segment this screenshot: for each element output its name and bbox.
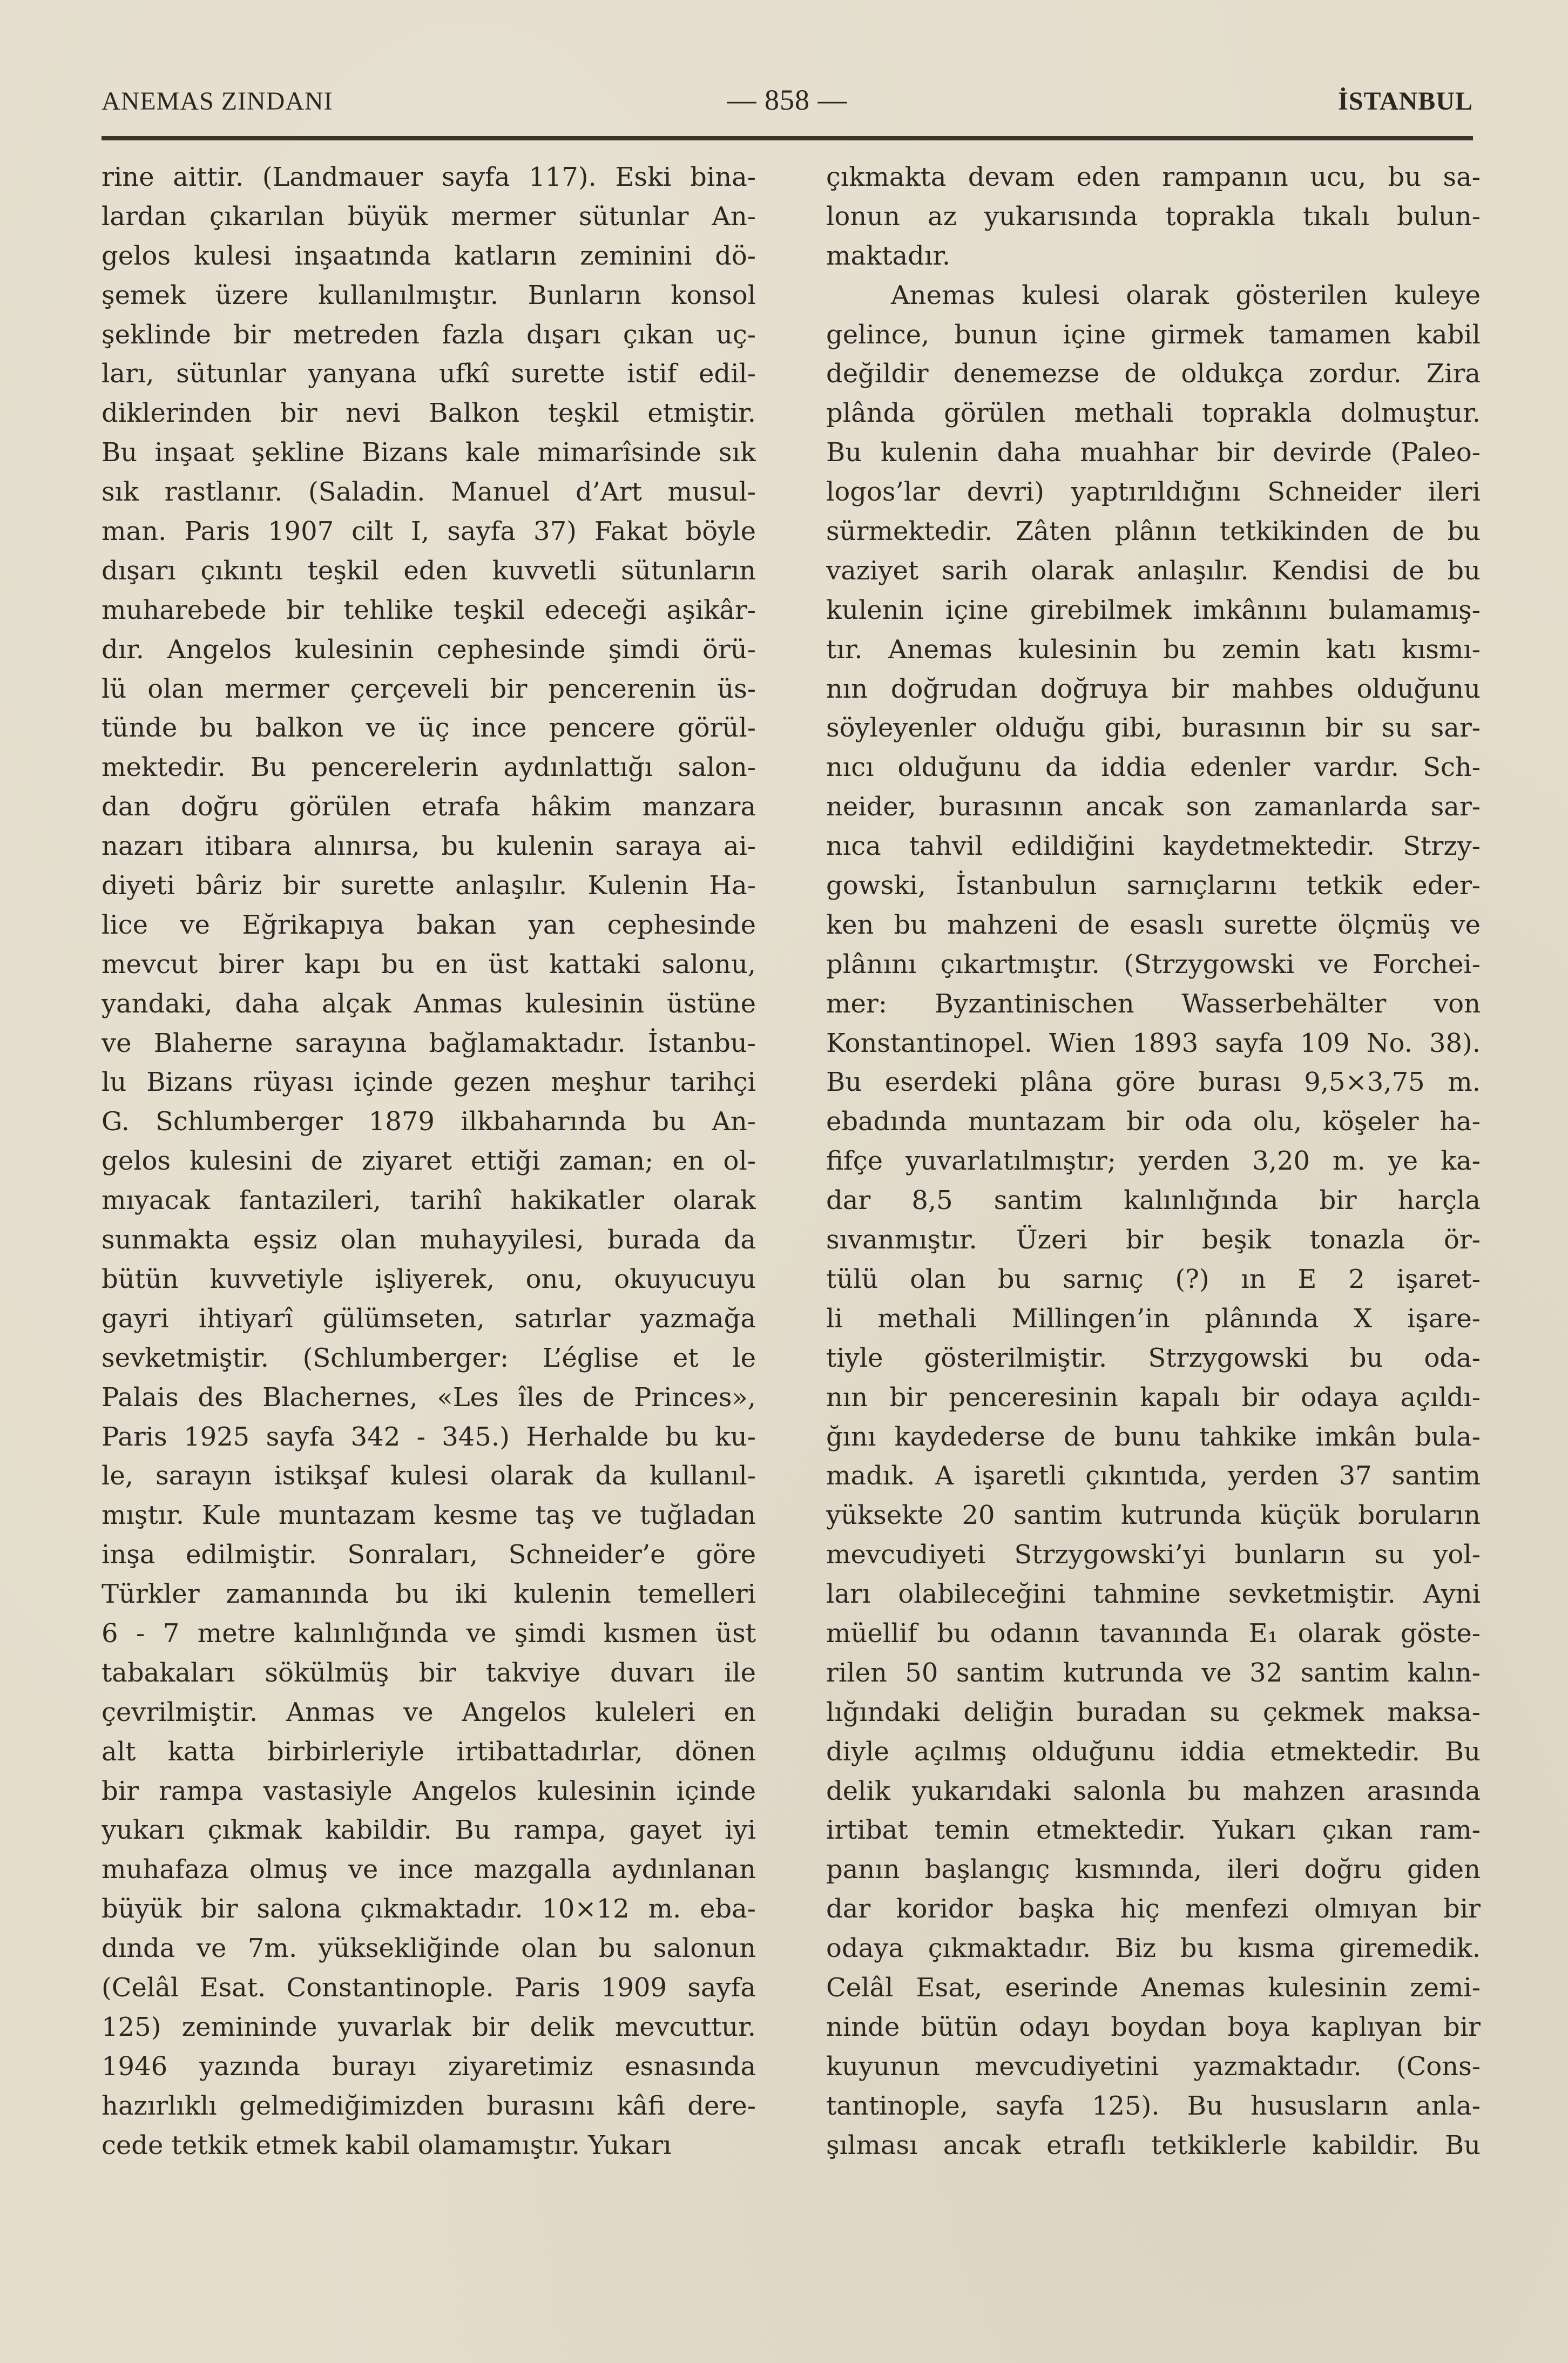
text-line: tiyle gösterilmiştir. Strzygowski bu oda- [826,1342,1481,1373]
text-line: sık rastlanır. (Saladin. Manuel d’Art musul- [102,477,756,508]
text-line: mıyacak fantazileri, tarihî hakikatler olarak [102,1185,756,1216]
text-line: G. Schlumberger 1879 ilkbaharında bu An- [102,1106,756,1137]
text-line: dır. Angelos kulesinin cephesinde şimdi örü- [102,634,756,665]
text-line: ve Blaherne sarayına bağlamaktadır. İstanbu- [102,1028,756,1058]
text-line: tülü olan bu sarnıç (?) ın E 2 işaret- [826,1264,1481,1294]
text-line: sıvanmıştır. Üzeri bir beşik tonazla ör- [826,1225,1481,1255]
text-line: yukarı çıkmak kabildir. Bu rampa, gayet iyi [102,1815,756,1846]
text-line: bütün kuvvetiyle işliyerek, onu, okuyucuyu [102,1264,756,1294]
text-line: Türkler zamanında bu iki kulenin temelleri [102,1579,756,1610]
text-line: logos’lar devri) yaptırıldığını Schneider ileri [826,477,1481,508]
text-line: vaziyet sarih olarak anlaşılır. Kendisi de bu [826,555,1481,586]
text-line: Celâl Esat, eserinde Anemas kulesinin zemi- [826,1972,1481,2003]
text-line: (Celâl Esat. Constantinople. Paris 1909 sayfa [102,1972,756,2003]
text-line: 6 - 7 metre kalınlığında ve şimdi kısmen üst [102,1618,756,1649]
text-line: ken bu mahzeni de esaslı surette ölçmüş ve [826,909,1481,940]
text-line: delik yukarıdaki salonla bu mahzen arasında [826,1775,1481,1806]
text-line: diyle açılmış olduğunu iddia etmektedir. Bu [826,1736,1481,1767]
text-line: Paris 1925 sayfa 342 - 345.) Herhalde bu ku- [102,1421,756,1452]
text-line: rilen 50 santim kutrunda ve 32 santim kalın- [826,1657,1481,1688]
text-line: man. Paris 1907 cilt I, sayfa 37) Fakat böyle [102,516,756,547]
text-line: şemek üzere kullanılmıştır. Bunların konsol [102,280,756,310]
text-line: mektedir. Bu pencerelerin aydınlattığı salon- [102,752,756,783]
text-line: nıcı olduğunu da iddia edenler vardır. Sch- [826,752,1481,783]
text-line: nın doğrudan doğruya bir mahbes olduğunu [826,673,1481,704]
text-line: sunmakta eşsiz olan muhayyilesi, burada da [102,1225,756,1255]
text-line: rine aittir. (Landmauer sayfa 117). Eski bina- [102,162,756,192]
text-line: lığındaki deliğin buradan su çekmek maksa- [826,1697,1481,1727]
text-line: dar 8,5 santim kalınlığında bir harçla [826,1185,1481,1216]
text-line: lu Bizans rüyası içinde gezen meşhur tarihçi [102,1067,756,1098]
text-line: odaya çıkmaktadır. Biz bu kısma giremedik. [826,1933,1481,1964]
text-line: Konstantinopel. Wien 1893 sayfa 109 No. 38). [826,1028,1481,1058]
text-line: müellif bu odanın tavanında E₁ olarak göste- [826,1618,1481,1649]
text-line: gelos kulesi inşaatında katların zeminini dö- [102,240,756,271]
text-line: gelince, bunun içine girmek tamamen kabil [826,319,1481,350]
text-line: tünde bu balkon ve üç ince pencere görül- [102,713,756,744]
text-line: alt katta birbirleriyle irtibattadırlar, dönen [102,1736,756,1767]
text-line: büyük bir salona çıkmaktadır. 10×12 m. eba- [102,1894,756,1925]
text-line: Bu kulenin daha muahhar bir devirde (Paleo- [826,437,1481,468]
text-line: yandaki, daha alçak Anmas kulesinin üstüne [102,988,756,1019]
text-line: dar koridor başka hiç menfezi olmıyan bir [826,1894,1481,1925]
text-line: madık. A işaretli çıkıntıda, yerden 37 santim [826,1461,1481,1491]
text-line: kulenin içine girebilmek imkânını bulamamış- [826,595,1481,625]
text-line: mevcudiyeti Strzygowski’yi bunların su yol- [826,1540,1481,1570]
text-line: ninde bütün odayı boydan boya kaplıyan bir [826,2011,1481,2042]
text-line: dında ve 7m. yüksekliğinde olan bu salonun [102,1933,756,1964]
text-line: muhafaza olmuş ve ince mazgalla aydınlanan [102,1854,756,1885]
text-line: diyeti bâriz bir surette anlaşılır. Kulenin Ha- [102,870,756,901]
text-line: yüksekte 20 santim kutrunda küçük boruların [826,1500,1481,1531]
text-line: nazarı itibara alınırsa, bu kulenin saraya ai- [102,831,756,862]
text-line: le, sarayın istikşaf kulesi olarak da kullanıl- [102,1461,756,1491]
text-line: plânda görülen methali toprakla dolmuştur. [826,398,1481,429]
text-line: ları olabileceğini tahmine sevketmiştir. Ayni [826,1579,1481,1610]
text-line: lardan çıkarılan büyük mermer sütunlar An- [102,201,756,232]
text-line: sürmektedir. Zâten plânın tetkikinden de bu [826,516,1481,547]
text-line: gayri ihtiyarî gülümseten, satırlar yazmağa [102,1303,756,1334]
right-text-column [826,158,1481,2165]
page-number: — 858 — [727,84,848,116]
text-line: tantinople, sayfa 125). Bu hususların anla- [826,2090,1481,2121]
text-line: şılması ancak etraflı tetkiklerle kabildir. Bu [826,2130,1481,2161]
text-line: Anemas kulesi olarak gösterilen kuleye [891,280,1481,310]
text-line: mevcut birer kapı bu en üst kattaki salonu, [102,949,756,980]
text-line: sevketmiştir. (Schlumberger: L’église et le [102,1342,756,1373]
text-line: kuyunun mevcudiyetini yazmaktadır. (Cons- [826,2051,1481,2082]
text-line: li methali Millingen’in plânında X işare- [826,1303,1481,1334]
text-line: 125) zemininde yuvarlak bir delik mevcuttur. [102,2011,756,2042]
text-line: panın başlangıç kısmında, ileri doğru giden [826,1854,1481,1885]
header-section: İSTANBUL [1338,87,1473,116]
text-line: gelos kulesini de ziyaret ettiği zaman; en ol- [102,1146,756,1177]
text-line: diklerinden bir nevi Balkon teşkil etmiştir. [102,398,756,429]
text-line: şeklinde bir metreden fazla dışarı çıkan uç- [102,319,756,350]
text-line: gowski, İstanbulun sarnıçlarını tetkik eder- [826,870,1481,901]
running-header [102,86,1473,124]
header-title: ANEMAS ZINDANI [102,87,333,116]
text-line: ğını kaydederse de bunu tahkike imkân bula- [826,1421,1481,1452]
text-line: dışarı çıkıntı teşkil eden kuvvetli sütunların [102,555,756,586]
text-line: Bu eserdeki plâna göre burası 9,5×3,75 m. [826,1067,1481,1098]
text-line: lice ve Eğrikapıya bakan yan cephesinde [102,909,756,940]
header-rule [102,136,1473,140]
text-line: inşa edilmiştir. Sonraları, Schneider’e göre [102,1540,756,1570]
text-line: lü olan mermer çerçeveli bir pencerenin üs- [102,673,756,704]
text-line: Palais des Blachernes, «Les îles de Princes», [102,1382,756,1413]
text-line: söyleyenler olduğu gibi, burasının bir su sar- [826,713,1481,744]
text-line: cede tetkik etmek kabil olamamıştır. Yukarı [102,2130,672,2161]
text-line: çevrilmiştir. Anmas ve Angelos kuleleri en [102,1697,756,1727]
text-line: 1946 yazında burayı ziyaretimiz esnasında [102,2051,756,2082]
text-line: dan doğru görülen etrafa hâkim manzara [102,792,756,822]
text-line: mer: Byzantinischen Wasserbehälter von [826,988,1481,1019]
text-line: mıştır. Kule muntazam kesme taş ve tuğladan [102,1500,756,1531]
left-text-column [102,158,756,2165]
text-line: neider, burasının ancak son zamanlarda sar- [826,792,1481,822]
text-line: ları, sütunlar yanyana ufkî surette istif edil- [102,359,756,389]
text-line: Bu inşaat şekline Bizans kale mimarîsinde sık [102,437,756,468]
text-line: tır. Anemas kulesinin bu zemin katı kısmı- [826,634,1481,665]
text-line: çıkmakta devam eden rampanın ucu, bu sa- [826,162,1481,192]
text-line: hazırlıklı gelmediğimizden burasını kâfi dere- [102,2090,756,2121]
text-line: nıca tahvil edildiğini kaydetmektedir. Strzy- [826,831,1481,862]
text-line: maktadır. [826,240,951,271]
text-line: muharebede bir tehlike teşkil edeceği aşikâr- [102,595,756,625]
text-line: lonun az yukarısında toprakla tıkalı bulun- [826,201,1481,232]
text-line: fifçe yuvarlatılmıştır; yerden 3,20 m. ye ka- [826,1146,1481,1177]
text-line: bir rampa vastasiyle Angelos kulesinin içinde [102,1775,756,1806]
text-line: değildir denemezse de oldukça zordur. Zira [826,359,1481,389]
text-line: plânını çıkartmıştır. (Strzygowski ve Forchei- [826,949,1481,980]
text-line: nın bir penceresinin kapalı bir odaya açıldı- [826,1382,1481,1413]
text-line: ebadında muntazam bir oda olu, köşeler ha- [826,1106,1481,1137]
text-line: irtibat temin etmektedir. Yukarı çıkan ram- [826,1815,1481,1846]
text-line: tabakaları sökülmüş bir takviye duvarı ile [102,1657,756,1688]
